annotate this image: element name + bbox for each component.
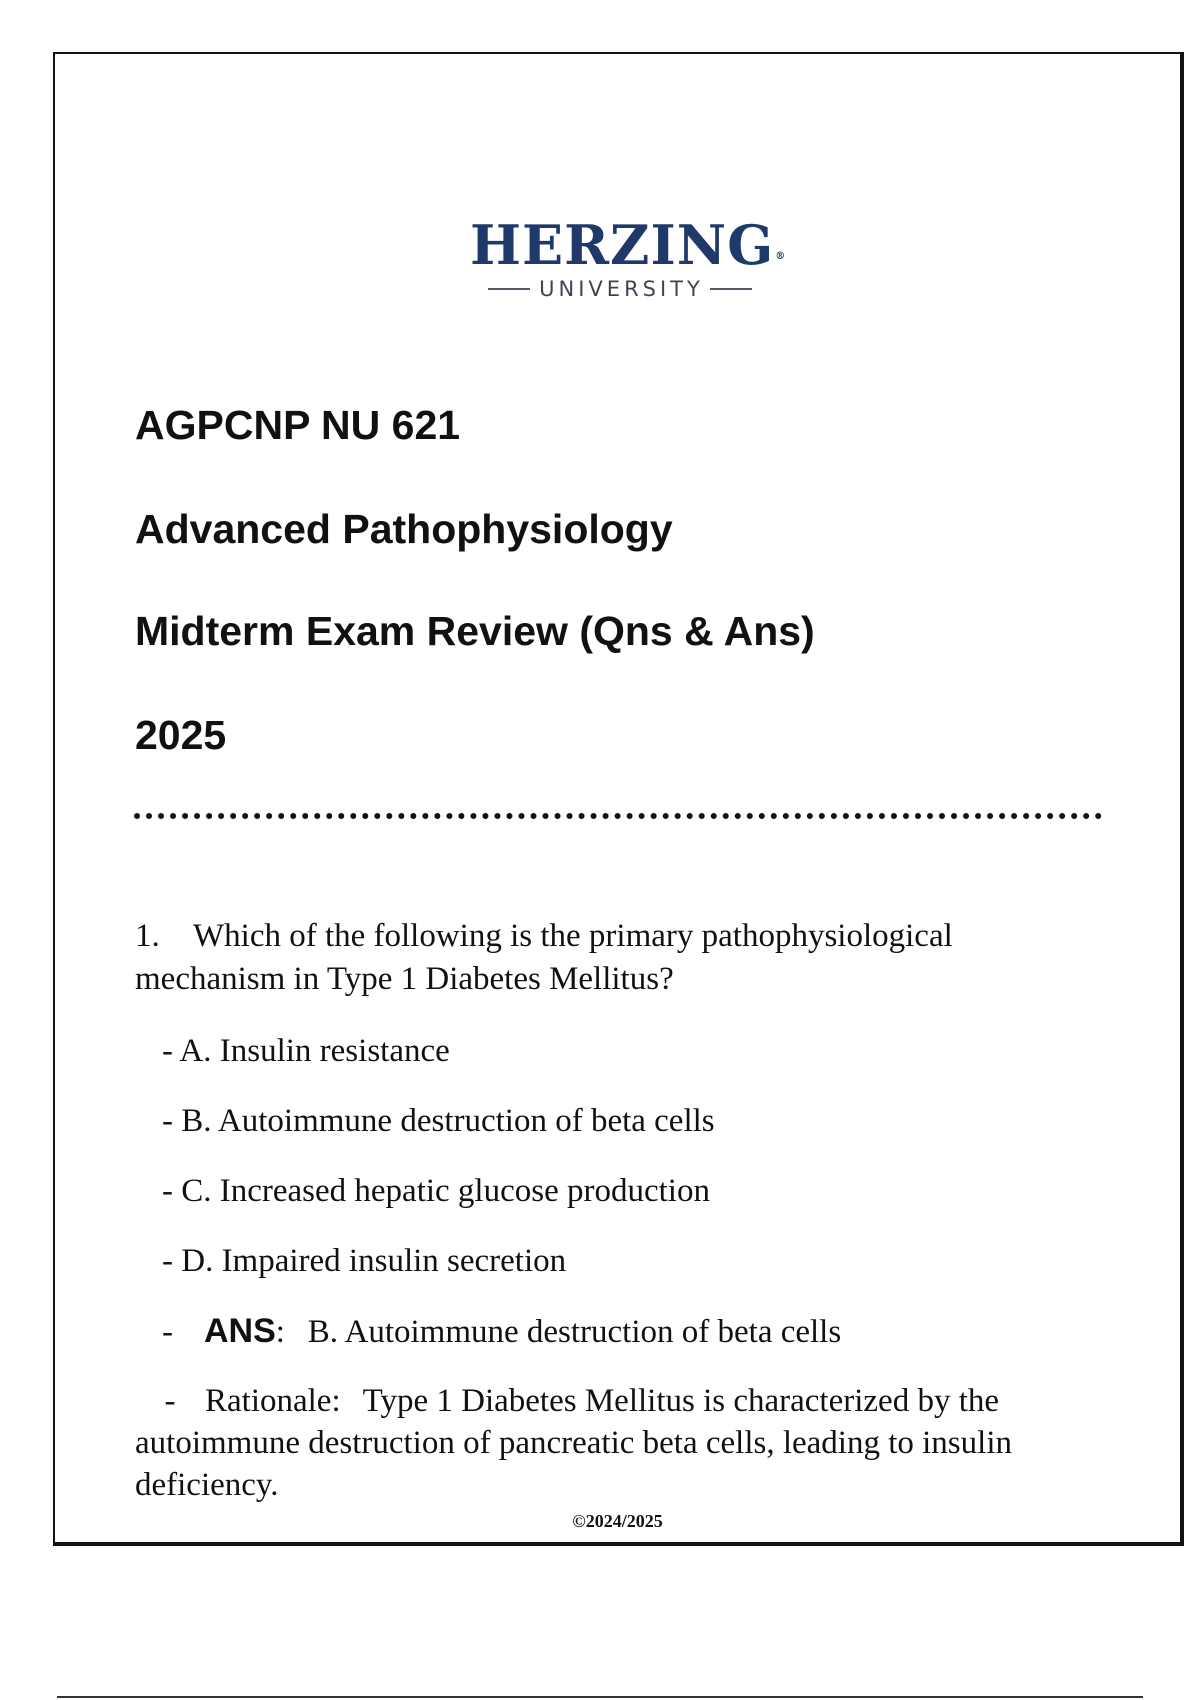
logo-wordmark [470, 213, 787, 277]
rationale-dash: - [164, 1383, 176, 1419]
logo-right-rule [710, 288, 752, 290]
course-title: Advanced Pathophysiology [135, 506, 673, 552]
dotted-divider [134, 813, 1102, 819]
answer-row [162, 1310, 841, 1354]
answer-colon: : [275, 1314, 285, 1350]
university-logo [470, 185, 787, 345]
document-year: 2025 [135, 712, 227, 758]
copyright-notice: ©2024/2025 [572, 1511, 663, 1531]
question-number: 1. [135, 918, 160, 954]
logo-left-rule [488, 288, 530, 290]
logo-subtitle-row [470, 277, 770, 301]
option-a: - A. Insulin resistance [162, 1033, 450, 1069]
course-code: AGPCNP NU 621 [135, 402, 461, 448]
answer-text: B. Autoimmune destruction of beta cells [307, 1314, 842, 1350]
question-text: Which of the following is the primary pathophysiological mechanism in Type 1 Diabetes Mellitus? [135, 918, 953, 997]
question-stem [135, 915, 1095, 1001]
option-d: - D. Impaired insulin secretion [162, 1243, 567, 1279]
registered-mark: ® [775, 251, 787, 262]
rationale-text: Type 1 Diabetes Mellitus is characterized by the autoimmune destruction of pancreatic beta cells, leading to insulin deficiency. [135, 1383, 1012, 1503]
answer-label: ANS [204, 1312, 276, 1350]
option-b: - B. Autoimmune destruction of beta cells [162, 1103, 715, 1139]
logo-subtitle: UNIVERSITY [539, 277, 704, 301]
option-c: - C. Increased hepatic glucose production [162, 1173, 710, 1209]
document-title: Midterm Exam Review (Qns & Ans) [135, 608, 815, 654]
rationale [135, 1380, 1105, 1506]
rationale-label: Rationale: [205, 1383, 341, 1419]
bottom-rule [57, 1696, 1143, 1698]
logo-name: HERZING [470, 213, 775, 277]
answer-dash: - [162, 1314, 173, 1350]
